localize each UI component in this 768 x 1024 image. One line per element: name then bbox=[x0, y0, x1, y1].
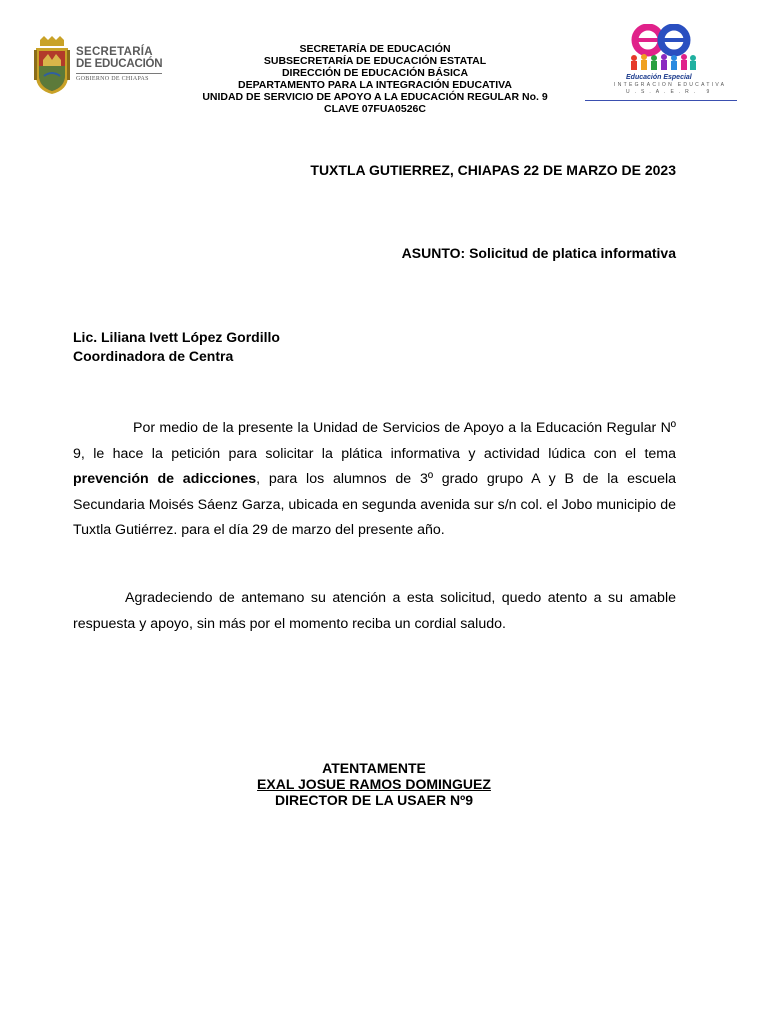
signer-name: EXAL JOSUE RAMOS DOMINGUEZ bbox=[257, 776, 491, 792]
letterhead-line: SUBSECRETARÍA DE EDUCACIÓN ESTATAL bbox=[263, 55, 487, 67]
request-text-end: , para los alumnos de 3º grado grupo A y B de la escuela Secundaria Moisés Sáenz Garza, ubicada en segunda avenida sur s/n col. el Jobo municipio de Tuxtla Gutiérrez. para el día 29 de marzo del presente año. bbox=[73, 471, 677, 538]
letterhead bbox=[170, 43, 580, 115]
request-text-start: Por medio de la presente la Unidad de Servicios de Apoyo a la Educación Regular Nº 9, le hace la petición para solicitar la plática informativa y actividad lúdica con el tema bbox=[73, 420, 676, 462]
date-line: TUXTLA GUTIERREZ, CHIAPAS 22 DE MARZO DE 2023 bbox=[310, 162, 676, 178]
recipient-block bbox=[73, 328, 280, 366]
logo-line-educacion: DE EDUCACIÓN bbox=[76, 58, 163, 70]
body-paragraph-request bbox=[73, 416, 676, 544]
logo-line-secretaria: SECRETARÍA bbox=[76, 46, 153, 58]
closing-text: ATENTAMENTE bbox=[322, 760, 426, 776]
subject-line: ASUNTO: Solicitud de platica informativa bbox=[401, 245, 676, 261]
chiapas-shield-icon bbox=[34, 36, 70, 94]
body-paragraph-thanks: Agradeciendo de antemano su atención a esta solicitud, quedo atento a su amable respuesta y apoyo, sin más por el momento reciba un cordial saludo. bbox=[73, 590, 676, 632]
integracion-educativa-label: INTEGRACION EDUCATIVA bbox=[614, 82, 727, 88]
signature-block bbox=[174, 760, 574, 808]
letterhead-line: CLAVE 07FUA0526C bbox=[324, 103, 426, 115]
letterhead-line: SECRETARÍA DE EDUCACIÓN bbox=[299, 43, 451, 55]
logo-text-block bbox=[76, 46, 166, 82]
letterhead-line: UNIDAD DE SERVICIO DE APOYO A LA EDUCACIÓN REGULAR No. 9 bbox=[202, 91, 548, 103]
letterhead-line: DIRECCIÓN DE EDUCACIÓN BÁSICA bbox=[281, 67, 469, 79]
recipient-name: Lic. Liliana Ivett López Gordillo bbox=[73, 329, 280, 345]
logo-line-gobierno: GOBIERNO DE CHIAPAS bbox=[76, 76, 149, 82]
letterhead-line: DEPARTAMENTO PARA LA INTEGRACIÓN EDUCATIVA bbox=[238, 79, 512, 91]
header-rule bbox=[585, 100, 737, 101]
signer-title: DIRECTOR DE LA USAER Nº9 bbox=[274, 792, 474, 808]
request-topic: prevención de adicciones bbox=[73, 471, 257, 487]
logo-divider bbox=[76, 73, 162, 74]
usaer-label: U.S.A.E.R. 9 bbox=[626, 89, 715, 95]
educacion-especial-label: Educación Especial bbox=[626, 74, 692, 81]
secretaria-logo bbox=[34, 36, 164, 96]
educacion-especial-logo bbox=[612, 24, 727, 102]
recipient-role: Coordinadora de Centra bbox=[73, 348, 234, 364]
